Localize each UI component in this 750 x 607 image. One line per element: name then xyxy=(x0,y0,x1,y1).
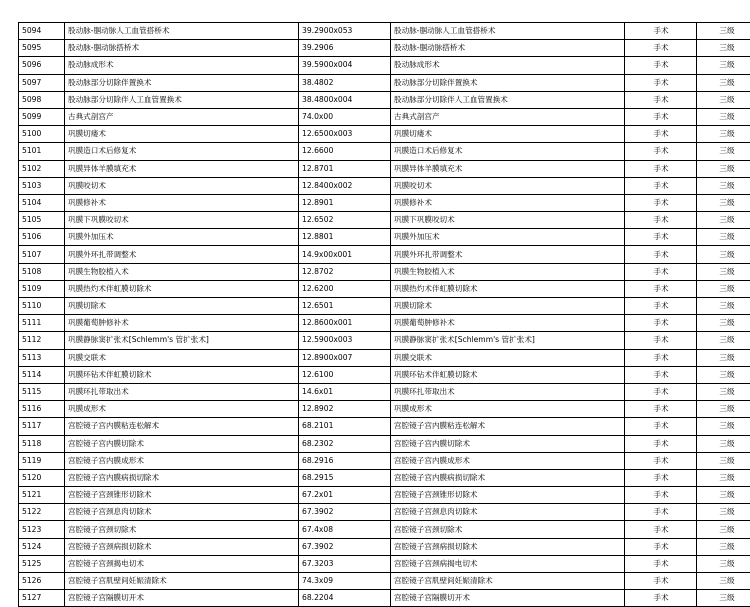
procedure-level: 三级 xyxy=(697,504,750,521)
procedure-code: 38.4802 xyxy=(299,74,391,91)
procedure-level: 三级 xyxy=(697,590,750,607)
table-row xyxy=(19,212,750,229)
procedure-name: 巩膜造口术后修复术 xyxy=(65,143,299,160)
procedure-code: 12.6500x003 xyxy=(299,126,391,143)
procedure-code: 67.4x08 xyxy=(299,521,391,538)
procedure-name-alt: 巩膜葡萄肿修补术 xyxy=(391,315,625,332)
procedure-category: 手术 xyxy=(625,280,697,297)
table-row xyxy=(19,229,750,246)
procedure-name-alt: 宫腔镜子宫肌壁间妊娠清除术 xyxy=(391,573,625,590)
procedure-code: 74.0x00 xyxy=(299,108,391,125)
table-row xyxy=(19,74,750,91)
row-index: 5123 xyxy=(19,521,65,538)
procedure-category: 手术 xyxy=(625,126,697,143)
procedure-name: 巩膜修补术 xyxy=(65,194,299,211)
procedure-name-alt: 巩膜咬切术 xyxy=(391,177,625,194)
procedure-code: 14.9x00x001 xyxy=(299,246,391,263)
procedure-code: 14.6x01 xyxy=(299,383,391,400)
procedure-name-alt: 股动脉-腘动脉搭桥术 xyxy=(391,40,625,57)
procedure-name: 巩膜环钻术伴虹膜切除术 xyxy=(65,366,299,383)
procedure-level: 三级 xyxy=(697,212,750,229)
procedure-level: 三级 xyxy=(697,23,750,40)
table-row xyxy=(19,487,750,504)
table-row xyxy=(19,349,750,366)
procedure-code: 12.6501 xyxy=(299,298,391,315)
procedure-code: 39.2900x053 xyxy=(299,23,391,40)
procedure-name-alt: 巩膜静脉窦扩张术[Schlemm's 管扩张术] xyxy=(391,332,625,349)
procedure-category: 手术 xyxy=(625,555,697,572)
table-row xyxy=(19,418,750,435)
procedure-level: 三级 xyxy=(697,366,750,383)
procedure-name: 巩膜生物胶植入术 xyxy=(65,263,299,280)
row-index: 5112 xyxy=(19,332,65,349)
procedure-level: 三级 xyxy=(697,487,750,504)
procedure-category: 手术 xyxy=(625,23,697,40)
row-index: 5100 xyxy=(19,126,65,143)
table-row xyxy=(19,143,750,160)
procedure-category: 手术 xyxy=(625,383,697,400)
procedure-level: 三级 xyxy=(697,229,750,246)
procedure-name: 宫腔镜子宫颈息肉切除术 xyxy=(65,504,299,521)
row-index: 5099 xyxy=(19,108,65,125)
procedure-category: 手术 xyxy=(625,212,697,229)
table-row xyxy=(19,23,750,40)
table-row xyxy=(19,521,750,538)
procedure-code: 39.5900x004 xyxy=(299,57,391,74)
procedure-code: 12.8902 xyxy=(299,401,391,418)
table-row xyxy=(19,280,750,297)
procedure-code: 67.2x01 xyxy=(299,487,391,504)
procedure-name-alt: 宫腔镜子宫颈切除术 xyxy=(391,521,625,538)
procedure-name-alt: 股动脉成形术 xyxy=(391,57,625,74)
row-index: 5107 xyxy=(19,246,65,263)
procedure-level: 三级 xyxy=(697,57,750,74)
table-row xyxy=(19,298,750,315)
table-row xyxy=(19,452,750,469)
table-row xyxy=(19,246,750,263)
procedure-level: 三级 xyxy=(697,194,750,211)
procedure-name-alt: 巩膜外加压术 xyxy=(391,229,625,246)
table-row xyxy=(19,469,750,486)
table-row xyxy=(19,435,750,452)
procedure-name-alt: 巩膜生物胶植入术 xyxy=(391,263,625,280)
procedure-level: 三级 xyxy=(697,160,750,177)
procedure-name-alt: 巩膜下巩膜咬切术 xyxy=(391,212,625,229)
procedure-name-alt: 宫腔镜子宫颈锥形切除术 xyxy=(391,487,625,504)
row-index: 5126 xyxy=(19,573,65,590)
row-index: 5121 xyxy=(19,487,65,504)
procedure-code: 39.2906 xyxy=(299,40,391,57)
procedure-name: 巩膜切瘘术 xyxy=(65,126,299,143)
procedure-code: 68.2916 xyxy=(299,452,391,469)
procedure-category: 手术 xyxy=(625,263,697,280)
procedure-name: 古典式剖宫产 xyxy=(65,108,299,125)
procedure-level: 三级 xyxy=(697,573,750,590)
table-row xyxy=(19,504,750,521)
procedure-name-alt: 宫腔镜子宫隔膜切开术 xyxy=(391,590,625,607)
procedure-name-alt: 宫腔镜子宫内膜病损切除术 xyxy=(391,469,625,486)
procedure-level: 三级 xyxy=(697,280,750,297)
row-index: 5098 xyxy=(19,91,65,108)
procedure-name: 股动脉-腘动脉搭桥术 xyxy=(65,40,299,57)
procedure-name-alt: 古典式剖宫产 xyxy=(391,108,625,125)
row-index: 5110 xyxy=(19,298,65,315)
procedure-category: 手术 xyxy=(625,401,697,418)
row-index: 5113 xyxy=(19,349,65,366)
procedure-level: 三级 xyxy=(697,263,750,280)
row-index: 5109 xyxy=(19,280,65,297)
row-index: 5096 xyxy=(19,57,65,74)
row-index: 5114 xyxy=(19,366,65,383)
procedure-level: 三级 xyxy=(697,126,750,143)
row-index: 5104 xyxy=(19,194,65,211)
procedure-code: 12.8900x007 xyxy=(299,349,391,366)
procedure-code: 67.3902 xyxy=(299,538,391,555)
procedure-level: 三级 xyxy=(697,143,750,160)
procedure-code: 68.2204 xyxy=(299,590,391,607)
procedure-level: 三级 xyxy=(697,538,750,555)
procedure-category: 手术 xyxy=(625,349,697,366)
procedure-level: 三级 xyxy=(697,469,750,486)
procedure-name-alt: 巩膜环扎带取出术 xyxy=(391,383,625,400)
procedure-code: 67.3203 xyxy=(299,555,391,572)
procedure-name-alt: 宫腔镜子宫颈息肉切除术 xyxy=(391,504,625,521)
procedure-category: 手术 xyxy=(625,57,697,74)
table-row xyxy=(19,401,750,418)
procedure-name: 巩膜静脉窦扩张术[Schlemm's 管扩张术] xyxy=(65,332,299,349)
row-index: 5105 xyxy=(19,212,65,229)
procedure-category: 手术 xyxy=(625,332,697,349)
procedure-name-alt: 巩膜异体羊膜填充术 xyxy=(391,160,625,177)
procedure-name-alt: 巩膜成形术 xyxy=(391,401,625,418)
procedure-name: 巩膜外加压术 xyxy=(65,229,299,246)
procedure-code: 12.8400x002 xyxy=(299,177,391,194)
procedure-name: 巩膜热灼术伴虹膜切除术 xyxy=(65,280,299,297)
procedure-code: 12.6200 xyxy=(299,280,391,297)
procedure-code: 12.6100 xyxy=(299,366,391,383)
procedure-name: 宫腔镜子宫颈切除术 xyxy=(65,521,299,538)
procedure-code: 12.8600x001 xyxy=(299,315,391,332)
table-body xyxy=(19,23,750,607)
procedure-name: 股动脉成形术 xyxy=(65,57,299,74)
row-index: 5117 xyxy=(19,418,65,435)
procedure-name: 宫腔镜子宫内膜成形术 xyxy=(65,452,299,469)
procedure-code: 12.6502 xyxy=(299,212,391,229)
procedure-category: 手术 xyxy=(625,418,697,435)
procedure-name: 股动脉-腘动脉人工血管搭桥术 xyxy=(65,23,299,40)
procedure-level: 三级 xyxy=(697,418,750,435)
procedure-code: 12.8702 xyxy=(299,263,391,280)
table-row xyxy=(19,555,750,572)
table-row xyxy=(19,573,750,590)
row-index: 5095 xyxy=(19,40,65,57)
procedure-category: 手术 xyxy=(625,573,697,590)
table-row xyxy=(19,40,750,57)
procedure-code: 12.5900x003 xyxy=(299,332,391,349)
procedure-name-alt: 宫腔镜子宫颈病揭电切术 xyxy=(391,555,625,572)
procedure-name-alt: 巩膜修补术 xyxy=(391,194,625,211)
row-index: 5127 xyxy=(19,590,65,607)
surgical-codes-table xyxy=(18,22,750,607)
table-row xyxy=(19,590,750,607)
procedure-name-alt: 股动脉部分切除伴人工血管置换术 xyxy=(391,91,625,108)
row-index: 5097 xyxy=(19,74,65,91)
procedure-level: 三级 xyxy=(697,521,750,538)
procedure-level: 三级 xyxy=(697,246,750,263)
row-index: 5120 xyxy=(19,469,65,486)
procedure-level: 三级 xyxy=(697,91,750,108)
procedure-name-alt: 巩膜外环扎带调整术 xyxy=(391,246,625,263)
procedure-name: 宫腔镜子宫内膜切除术 xyxy=(65,435,299,452)
row-index: 5118 xyxy=(19,435,65,452)
procedure-category: 手术 xyxy=(625,469,697,486)
procedure-name-alt: 宫腔镜子宫内膜切除术 xyxy=(391,435,625,452)
procedure-code: 12.8801 xyxy=(299,229,391,246)
procedure-name-alt: 股动脉部分切除伴置换术 xyxy=(391,74,625,91)
row-index: 5124 xyxy=(19,538,65,555)
procedure-name: 宫腔镜子宫内膜粘连松解术 xyxy=(65,418,299,435)
procedure-name: 巩膜异体羊膜填充术 xyxy=(65,160,299,177)
row-index: 5122 xyxy=(19,504,65,521)
procedure-category: 手术 xyxy=(625,366,697,383)
table-row xyxy=(19,538,750,555)
procedure-name-alt: 股动脉-腘动脉人工血管搭桥术 xyxy=(391,23,625,40)
procedure-level: 三级 xyxy=(697,298,750,315)
procedure-name: 股动脉部分切除伴置换术 xyxy=(65,74,299,91)
procedure-name: 巩膜交联术 xyxy=(65,349,299,366)
row-index: 5102 xyxy=(19,160,65,177)
row-index: 5101 xyxy=(19,143,65,160)
row-index: 5094 xyxy=(19,23,65,40)
procedure-name: 巩膜外环扎带调整术 xyxy=(65,246,299,263)
table-row xyxy=(19,57,750,74)
row-index: 5108 xyxy=(19,263,65,280)
row-index: 5106 xyxy=(19,229,65,246)
procedure-level: 三级 xyxy=(697,40,750,57)
row-index: 5111 xyxy=(19,315,65,332)
table-row xyxy=(19,332,750,349)
procedure-category: 手术 xyxy=(625,160,697,177)
procedure-name-alt: 巩膜环钻术伴虹膜切除术 xyxy=(391,366,625,383)
procedure-name: 巩膜切除术 xyxy=(65,298,299,315)
procedure-category: 手术 xyxy=(625,229,697,246)
procedure-level: 三级 xyxy=(697,435,750,452)
procedure-name-alt: 巩膜切除术 xyxy=(391,298,625,315)
procedure-name: 股动脉部分切除伴人工血管置换术 xyxy=(65,91,299,108)
procedure-name-alt: 巩膜切瘘术 xyxy=(391,126,625,143)
procedure-category: 手术 xyxy=(625,521,697,538)
procedure-name-alt: 巩膜造口术后修复术 xyxy=(391,143,625,160)
procedure-name: 巩膜葡萄肿修补术 xyxy=(65,315,299,332)
procedure-level: 三级 xyxy=(697,383,750,400)
row-index: 5116 xyxy=(19,401,65,418)
procedure-level: 三级 xyxy=(697,349,750,366)
row-index: 5119 xyxy=(19,452,65,469)
table-row xyxy=(19,263,750,280)
procedure-name: 宫腔镜子宫颈锥形切除术 xyxy=(65,487,299,504)
table-row xyxy=(19,126,750,143)
table-row xyxy=(19,315,750,332)
procedure-category: 手术 xyxy=(625,143,697,160)
procedure-code: 12.8701 xyxy=(299,160,391,177)
row-index: 5115 xyxy=(19,383,65,400)
procedure-code: 68.2915 xyxy=(299,469,391,486)
procedure-level: 三级 xyxy=(697,452,750,469)
procedure-name: 宫腔镜子宫颈病损切除术 xyxy=(65,538,299,555)
procedure-code: 12.6600 xyxy=(299,143,391,160)
row-index: 5103 xyxy=(19,177,65,194)
table-row xyxy=(19,177,750,194)
table-row xyxy=(19,91,750,108)
procedure-category: 手术 xyxy=(625,487,697,504)
procedure-category: 手术 xyxy=(625,504,697,521)
table-row xyxy=(19,383,750,400)
procedure-name: 巩膜咬切术 xyxy=(65,177,299,194)
procedure-level: 三级 xyxy=(697,332,750,349)
procedure-name-alt: 宫腔镜子宫颈病损切除术 xyxy=(391,538,625,555)
procedure-name: 巩膜下巩膜咬切术 xyxy=(65,212,299,229)
procedure-level: 三级 xyxy=(697,401,750,418)
procedure-category: 手术 xyxy=(625,74,697,91)
procedure-level: 三级 xyxy=(697,74,750,91)
procedure-level: 三级 xyxy=(697,315,750,332)
procedure-name: 巩膜成形术 xyxy=(65,401,299,418)
table-row xyxy=(19,108,750,125)
procedure-level: 三级 xyxy=(697,177,750,194)
row-index: 5125 xyxy=(19,555,65,572)
procedure-code: 67.3902 xyxy=(299,504,391,521)
procedure-level: 三级 xyxy=(697,108,750,125)
procedure-category: 手术 xyxy=(625,91,697,108)
procedure-category: 手术 xyxy=(625,315,697,332)
procedure-category: 手术 xyxy=(625,590,697,607)
procedure-category: 手术 xyxy=(625,40,697,57)
procedure-name: 巩膜环扎带取出术 xyxy=(65,383,299,400)
procedure-level: 三级 xyxy=(697,555,750,572)
procedure-code: 12.8901 xyxy=(299,194,391,211)
procedure-category: 手术 xyxy=(625,452,697,469)
procedure-name: 宫腔镜子宫颈揭电切术 xyxy=(65,555,299,572)
procedure-category: 手术 xyxy=(625,177,697,194)
procedure-name-alt: 巩膜交联术 xyxy=(391,349,625,366)
table-row xyxy=(19,194,750,211)
procedure-name-alt: 巩膜热灼术伴虹膜切除术 xyxy=(391,280,625,297)
procedure-name: 宫腔镜子宫隔膜切开术 xyxy=(65,590,299,607)
procedure-code: 74.3x09 xyxy=(299,573,391,590)
procedure-category: 手术 xyxy=(625,435,697,452)
procedure-name: 宫腔镜子宫肌壁间妊娠清除术 xyxy=(65,573,299,590)
procedure-name: 宫腔镜子宫内膜病损切除术 xyxy=(65,469,299,486)
table-row xyxy=(19,366,750,383)
procedure-category: 手术 xyxy=(625,298,697,315)
procedure-name-alt: 宫腔镜子宫内膜成形术 xyxy=(391,452,625,469)
procedure-code: 68.2101 xyxy=(299,418,391,435)
procedure-category: 手术 xyxy=(625,108,697,125)
procedure-category: 手术 xyxy=(625,194,697,211)
procedure-code: 38.4800x004 xyxy=(299,91,391,108)
procedure-code: 68.2302 xyxy=(299,435,391,452)
table-row xyxy=(19,160,750,177)
procedure-category: 手术 xyxy=(625,246,697,263)
procedure-category: 手术 xyxy=(625,538,697,555)
procedure-name-alt: 宫腔镜子宫内膜粘连松解术 xyxy=(391,418,625,435)
